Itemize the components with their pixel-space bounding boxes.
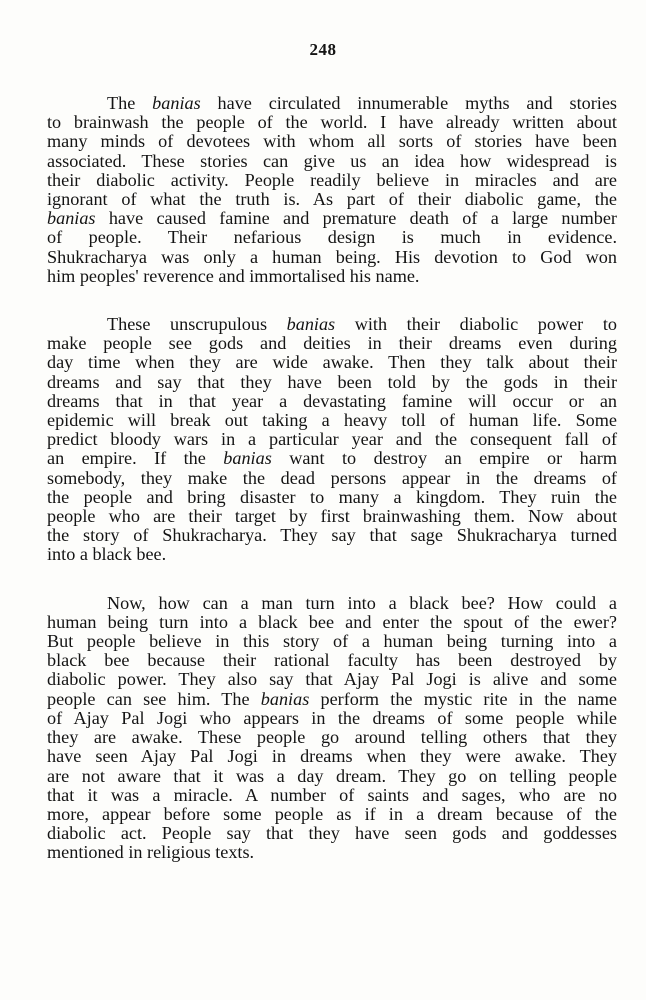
text-line [47,594,617,613]
text-run: make people see gods and deities in their dreams even during [47,333,617,354]
text-run: day time when they are wide awake. Then they talk about their [47,352,617,373]
text-line [47,709,617,728]
text-line [47,690,617,709]
text-line [47,353,617,372]
text-line [47,824,617,843]
text-line [47,449,617,468]
text-run: The [107,93,153,113]
text-run: epidemic will break out taking a heavy toll of human life. Some [47,410,617,431]
text-run: want to destroy an empire or harm [271,448,617,469]
text-run: into a black bee. [47,544,167,565]
text-line [47,228,617,247]
text-line [47,267,617,286]
text-line [47,411,617,430]
paragraph [47,315,617,565]
text-run: of people. Their nefarious design is much in evidence. [47,227,617,248]
text-run: that it was a miracle. A number of saints and sages, who are no [47,784,617,805]
text-run: with their diabolic power to [335,314,617,335]
text-line [47,507,617,526]
paragraph [47,594,617,863]
text-run: have caused famine and premature death of a large number [95,208,617,229]
page-number: 248 [309,40,337,59]
text-run: somebody, they make the dead persons appear in the dreams of [47,467,617,488]
text-line [47,728,617,747]
text-line [47,670,617,689]
text-line [47,430,617,449]
text-run: mentioned in religious texts. [47,842,255,863]
text-line [47,209,617,228]
body-text [47,94,617,892]
text-run: have seen Ajay Pal Jogi in dreams when they were awake. They [47,746,617,767]
text-line [47,805,617,824]
text-line [47,392,617,411]
text-line [47,632,617,651]
text-line [47,786,617,805]
italic-term: banias [223,448,272,469]
text-line [47,843,617,862]
text-line [47,373,617,392]
text-line [47,190,617,209]
text-run: diabolic act. People say that they have seen gods and goddesses [47,823,617,844]
text-run: are not aware that it was a day dream. They go on telling people [47,765,617,786]
text-run: of Ajay Pal Jogi who appears in the dreams of some people while [47,707,617,728]
italic-term: banias [286,314,336,335]
text-line [47,171,617,190]
italic-term: banias [260,688,310,709]
text-run: have circulated innumerable myths and stories [200,93,618,113]
text-line [47,767,617,786]
text-run: people who are their target by first brainwashing them. Now about [47,506,617,527]
text-run: the people and bring disaster to many a kingdom. They ruin the [47,486,617,507]
text-line [47,526,617,545]
text-run: black bee because their rational faculty has been destroyed by [47,650,617,671]
text-run: people can see him. The [47,688,261,709]
text-run: their diabolic activity. People readily believe in miracles and are [47,169,617,190]
text-run: ignorant of what the truth is. As part of their diabolic game, the [47,189,617,210]
text-line [47,613,617,632]
text-run: the story of Shukracharya. They say that sage Shukracharya turned [47,525,617,546]
text-run: Shukracharya was only a human being. His devotion to God won [47,246,617,267]
text-run: human being turn into a black bee and enter the spout of the ewer? [47,611,617,632]
text-line [47,94,617,113]
text-run: dreams and say that they have been told by the gods in their [47,371,617,392]
text-line [47,248,617,267]
text-run: to brainwash the people of the world. I have already written about [47,112,617,133]
text-line [47,315,617,334]
text-line [47,132,617,151]
paragraph [47,94,617,286]
italic-term: banias [152,93,201,113]
text-run: more, appear before some people as if in a dream because of the [47,803,617,824]
text-run: perform the mystic rite in the name [309,688,618,709]
text-run: Now, how can a man turn into a black bee? How could a [107,592,617,613]
text-line [47,488,617,507]
text-run: they are awake. These people go around telling others that they [47,727,617,748]
text-line [47,545,617,564]
text-line [47,469,617,488]
text-run: him peoples' reverence and immortalised his name. [47,265,420,286]
text-run: These unscrupulous [107,314,287,335]
text-line [47,651,617,670]
text-line [47,152,617,171]
text-run: diabolic power. They also say that Ajay Pal Jogi is alive and some [47,669,617,690]
text-run: associated. These stories can give us an idea how widespread is [47,150,617,171]
text-run: many minds of devotees with whom all sorts of stories have been [47,131,617,152]
text-line [47,113,617,132]
text-run: dreams that in that year a devastating famine will occur or an [47,390,617,411]
text-line [47,334,617,353]
text-run: predict bloody wars in a particular year and the consequent fall of [47,429,617,450]
text-line [47,747,617,766]
italic-term: banias [47,208,96,229]
text-run: But people believe in this story of a human being turning into a [47,631,617,652]
text-run: an empire. If the [47,448,224,469]
